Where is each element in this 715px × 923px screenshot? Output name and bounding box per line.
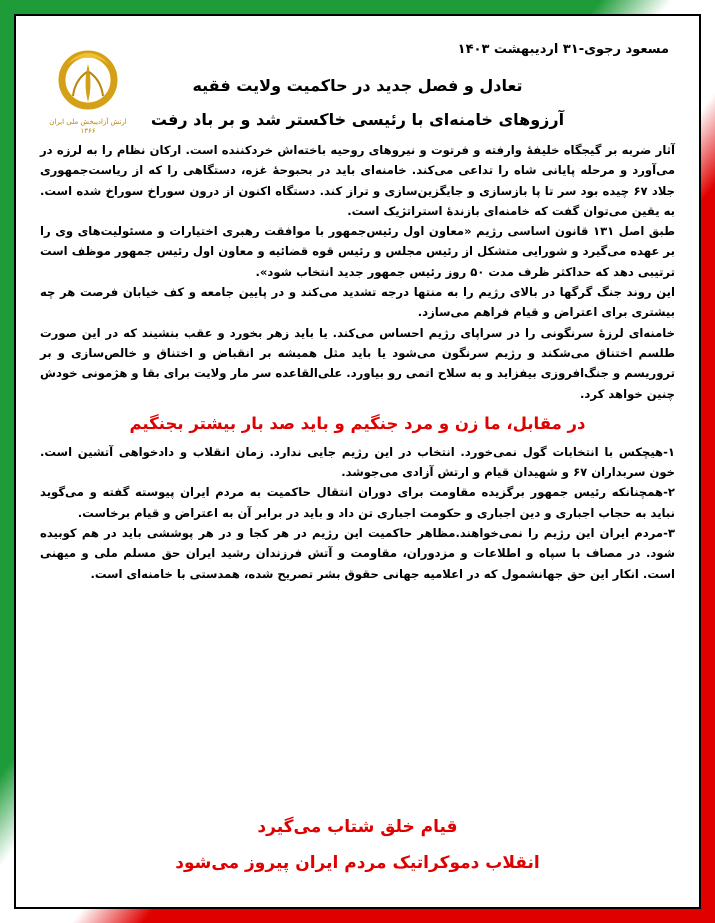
red-heading: در مقابل، ما زن و مرد جنگیم و باید صد بار بیشتر بجنگیم xyxy=(129,413,586,433)
article-body xyxy=(40,140,675,584)
logo-caption: ارتش آزادیبخش ملی ایران xyxy=(49,118,127,126)
point-item: ۳-مردم ایران این رژیم را نمی‌خواهند.مظاهر حاکمیت این رژیم در هر کجا و در هر پوششی باید در هم کوبیده شود. در مصاف با سپاه و اطلاعات و مزدوران، مقاومت و آتش فرزندان رشید ایران حق مسلم ملی و میهنی است. انکار این حق جهانشمول که در اعلامیه جهانی حقوق بشر تصریح شده، همدستی با خامنه‌ای است. xyxy=(40,526,675,581)
page-subtitle: آرزوهای خامنه‌ای با رئیسی خاکستر شد و بر باد رفت xyxy=(150,110,565,129)
author-date: مسعود رجوی-۳۱ اردیبهشت ۱۴۰۳ xyxy=(457,42,669,57)
paragraph: این روند جنگ گرگها در بالای رژیم را به منتها درجه تشدید می‌کند و در پایین جامعه و کف خیابان فرصت هر چه بیشتری برای اعتراض و قیام فراهم می‌سازد. xyxy=(40,285,675,320)
footer-slogan-2: انقلاب دموکراتیک مردم ایران پیروز می‌شود xyxy=(175,853,540,873)
document-panel xyxy=(14,14,701,909)
point-item: ۲-همچنانکه رئیس جمهور برگزیده مقاومت برای دوران انتقال حاکمیت به مردم ایران پیوسته گفته و می‌گوید نباید به حجاب اجباری و دین اجباری و حکومت اجباری تن داد و باید در برابر آن به اعتراض و قیام برخاست. xyxy=(40,485,675,520)
page-title: تعادل و فصل جدید در حاکمیت ولایت فقیه xyxy=(192,76,523,95)
paragraph: خامنه‌ای لرزهٔ سرنگونی را در سراپای رژیم احساس می‌کند. یا باید زهر بخورد و عقب بنشیند که در این صورت طلسم اختناق می‌شکند و رژیم سرنگون می‌شود یا باید مثل همیشه بر انقباض و اختناق و خالص‌سازی و بر تروریسم و جنگ‌افروزی بیفزاید و به سلاح اتمی رو بیاورد. علی‌القاعده سر مار ولایت برای بقا و هژمونی خودش چنین خواهد کرد. xyxy=(40,325,675,401)
paragraph: طبق اصل ۱۳۱ قانون اساسی رژیم «معاون اول رئیس‌جمهور با موافقت رهبری اختیارات و مسئولیت‌های وی را بر عهده می‌گیرد و شورایی متشکل از رئیس مجلس و رئیس قوه قضائیه و معاون اول رئیس جمهور موظف است ترتیبی دهد که حداکثر ظرف مدت ۵۰ روز رئیس جمهور جدید انتخاب شود». xyxy=(40,224,676,279)
footer-slogan-1: قیام خلق شتاب می‌گیرد xyxy=(257,817,458,837)
logo-year: ۱۳۶۶ xyxy=(80,127,96,135)
paragraph: آثار ضربه بر گیجگاه خلیفهٔ وارفته و فرتوت و نیروهای روحیه باخته‌اش خردکننده است. ارکان نظام را به لرزه در می‌آورد و مرحله پایانی شاه را تداعی می‌کند. خامنه‌ای باید در بحبوحهٔ غزه، دستگاهی را که از ریاست‌جمهوری جلاد ۶۷ چیده بود سر تا پا بازسازی و جایگزین‌سازی و تراز کند. دستگاه اکنون از درون سوراخ سوراخ شده است. به یقین می‌توان گفت که خامنه‌ای بازندهٔ استراتژیک است. xyxy=(40,143,675,218)
point-item: ۱-هیچکس با انتخابات گول نمی‌خورد. انتخاب در این رژیم جایی ندارد. زمان انقلاب و دادخواهی آتشین است. خون سربداران ۶۷ و شهیدان قیام و ارتش آزادی می‌جوشد. xyxy=(40,444,675,480)
document-content xyxy=(38,38,677,887)
